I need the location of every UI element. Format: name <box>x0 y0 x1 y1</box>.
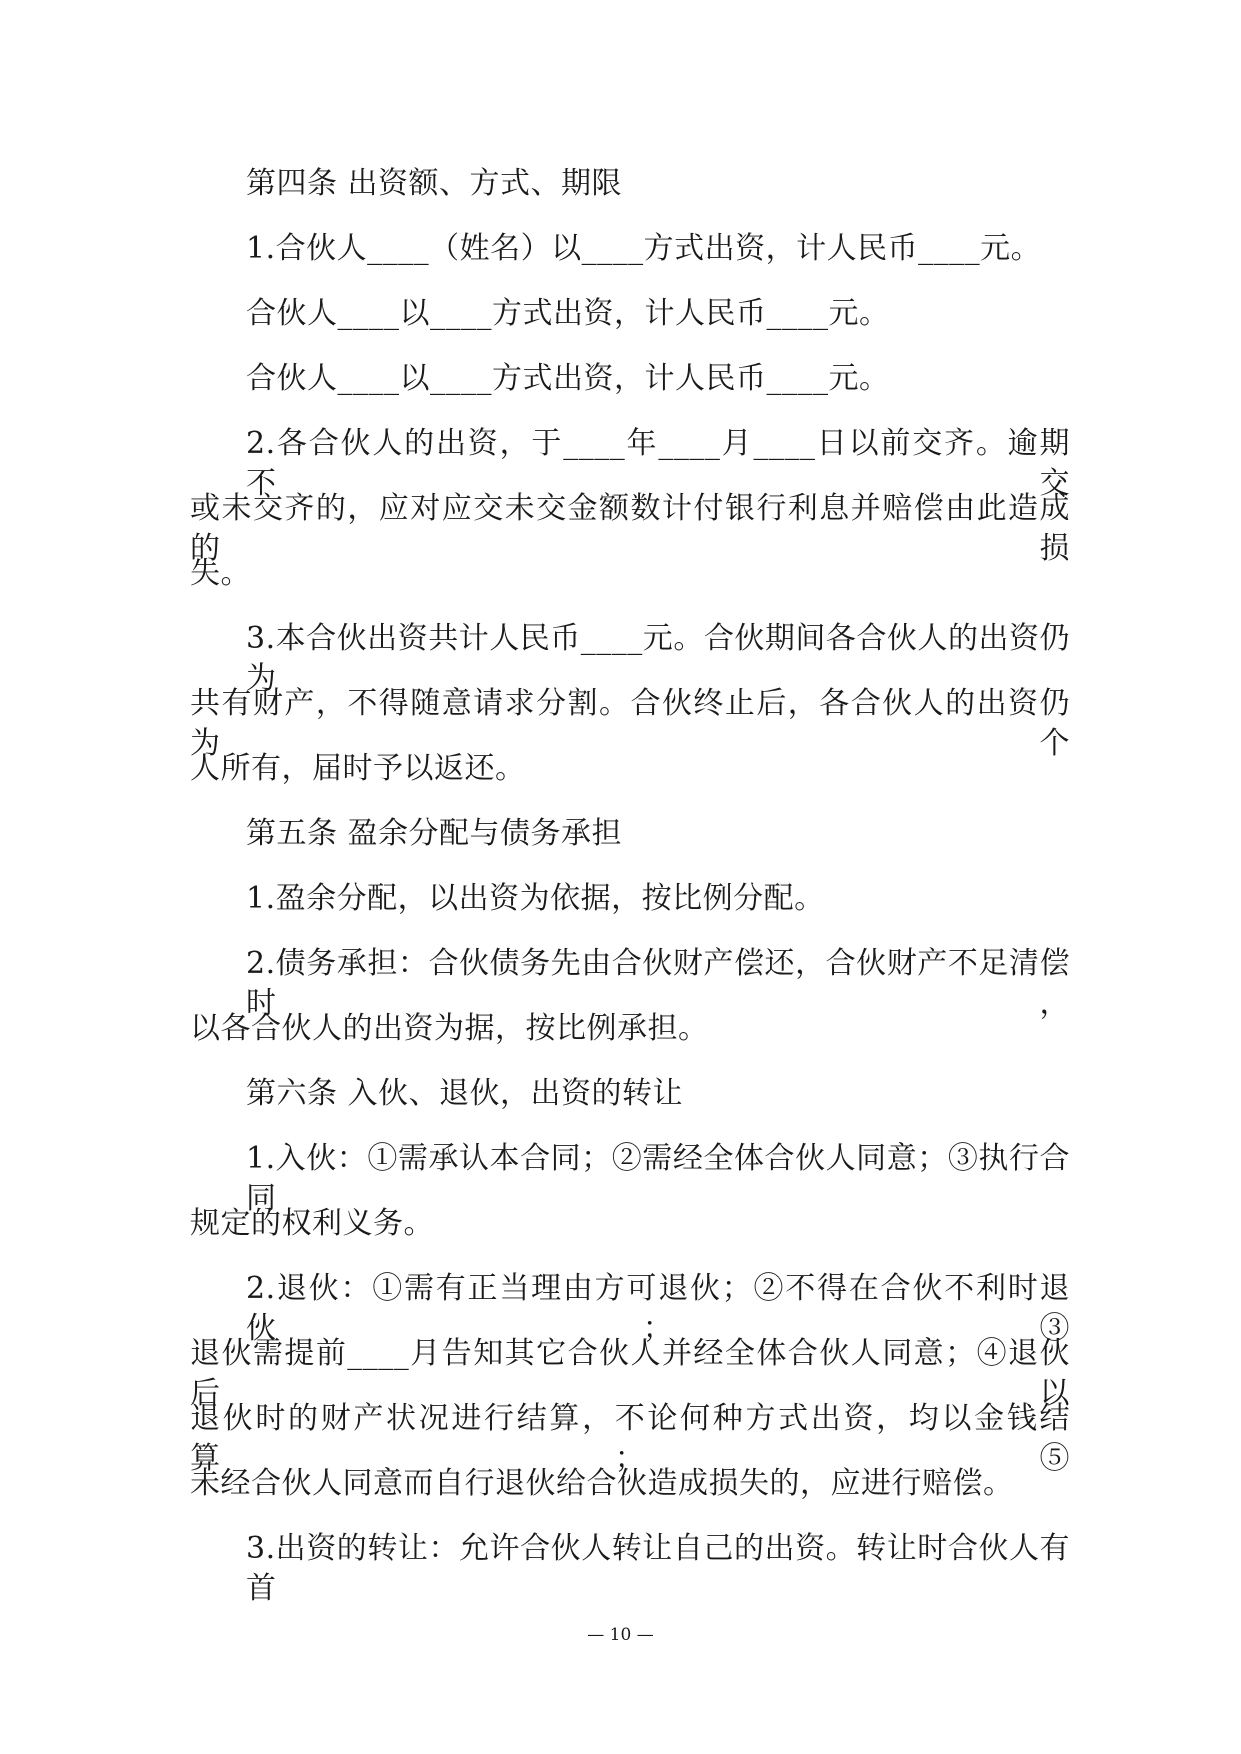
paragraph-line: 退伙时的财产状况进行结算，不论何种方式出资，均以金钱结算；⑤ <box>190 1401 1070 1476</box>
article-5-heading: 第五条 盈余分配与债务承担 <box>246 816 623 851</box>
article-6-heading: 第六条 入伙、退伙，出资的转让 <box>246 1076 684 1111</box>
paragraph-line: 1.盈余分配，以出资为依据，按比例分配。 <box>246 881 825 916</box>
paragraph-line: 2.退伙：①需有正当理由方可退伙；②不得在合伙不利时退伙；③ <box>246 1271 1070 1346</box>
paragraph-line: 失。 <box>190 556 251 591</box>
paragraph-line: 以各合伙人的出资为据，按比例承担。 <box>190 1011 709 1046</box>
paragraph-line: 规定的权利义务。 <box>190 1206 434 1241</box>
paragraph-line: 1.入伙：①需承认本合同；②需经全体合伙人同意；③执行合同 <box>246 1141 1070 1216</box>
paragraph-line: 3.本合伙出资共计人民币____元。合伙期间各合伙人的出资仍为 <box>246 621 1070 696</box>
paragraph-line: 合伙人____以____方式出资，计人民币____元。 <box>246 296 890 331</box>
paragraph-line: 退伙需提前____月告知其它合伙人并经全体合伙人同意；④退伙后以 <box>190 1336 1070 1411</box>
page-number: — 10 — <box>587 1625 654 1645</box>
paragraph-line: 2.债务承担：合伙债务先由合伙财产偿还，合伙财产不足清偿时， <box>246 946 1070 1021</box>
paragraph-line: 人所有，届时予以返还。 <box>190 751 526 786</box>
paragraph-line: 未经合伙人同意而自行退伙给合伙造成损失的，应进行赔偿。 <box>190 1466 1014 1501</box>
paragraph-line: 2.各合伙人的出资，于____年____月____日以前交齐。逾期不交 <box>246 426 1070 501</box>
paragraph-line: 合伙人____以____方式出资，计人民币____元。 <box>246 361 890 396</box>
paragraph-line: 或未交齐的，应对应交未交金额数计付银行利息并赔偿由此造成的损 <box>190 491 1070 566</box>
article-4-heading: 第四条 出资额、方式、期限 <box>246 166 623 201</box>
paragraph-line: 3.出资的转让：允许合伙人转让自己的出资。转让时合伙人有首 <box>246 1531 1070 1606</box>
paragraph-line: 1.合伙人____（姓名）以____方式出资，计人民币____元。 <box>246 231 1042 266</box>
paragraph-line: 共有财产，不得随意请求分割。合伙终止后，各合伙人的出资仍为个 <box>190 686 1070 761</box>
